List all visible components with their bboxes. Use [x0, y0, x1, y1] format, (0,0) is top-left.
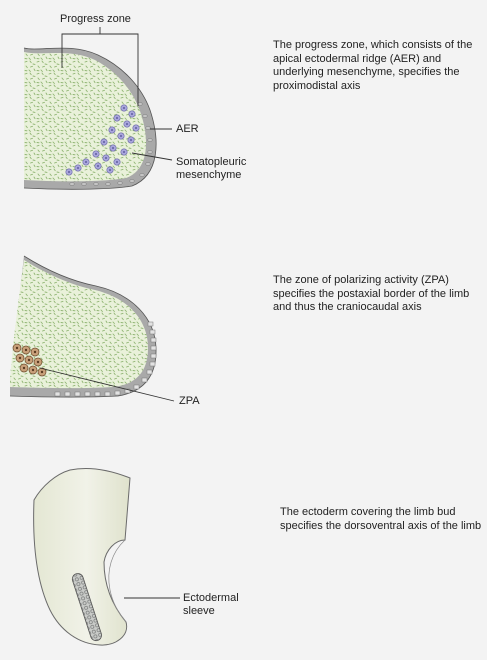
zpa-panel — [10, 256, 174, 401]
ectodermal-sleeve-label: Ectodermal sleeve — [183, 592, 239, 617]
zpa-description: The zone of polarizing activity (ZPA) specifies the postaxial border of the limb and thus the craniocaudal axis — [273, 274, 470, 313]
limb-bud-shape — [34, 468, 130, 645]
progress-zone-description: The progress zone, which consists of the apical ectodermal ridge (AER) and underlying mesenchyme, specifies the proximodistal axis — [273, 39, 473, 92]
progress-zone-label: Progress zone — [60, 13, 131, 25]
progress-zone-panel — [24, 27, 172, 189]
ectoderm-panel — [34, 468, 180, 645]
aer-label: AER — [176, 123, 199, 135]
zpa-label: ZPA — [179, 395, 200, 407]
somatopleuric-mesenchyme-label: Somatopleuric mesenchyme — [176, 156, 247, 181]
ectoderm-description: The ectoderm covering the limb bud specifies the dorsoventral axis of the limb — [280, 506, 482, 532]
